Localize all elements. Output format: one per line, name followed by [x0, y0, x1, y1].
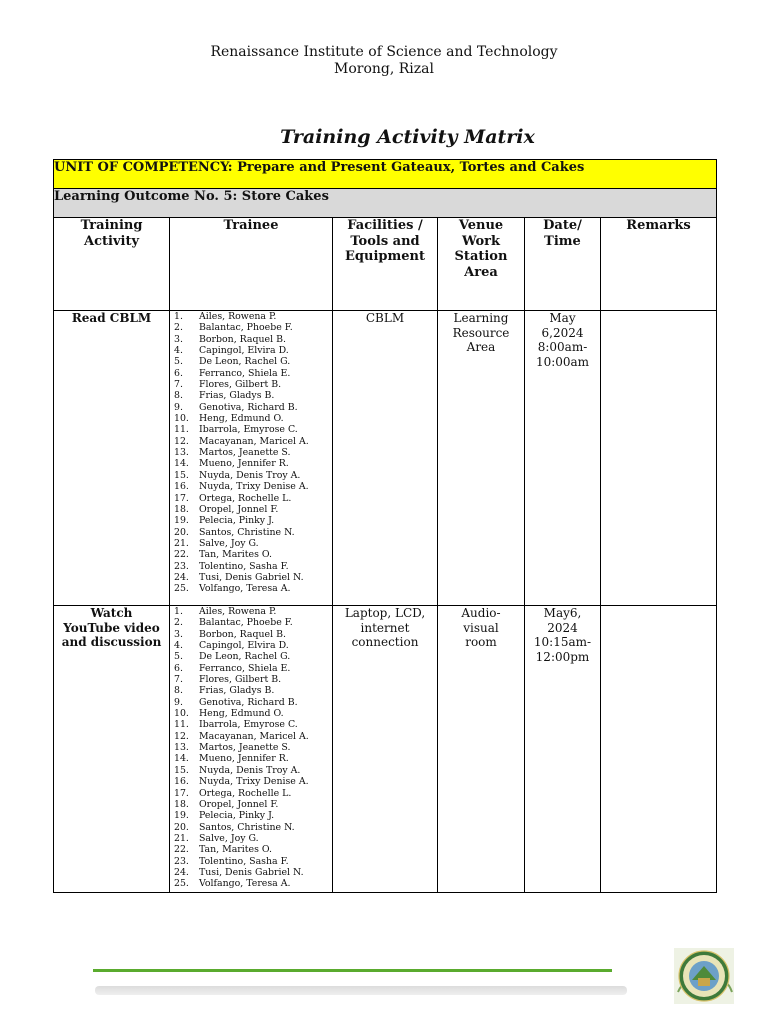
list-item: [174, 606, 332, 617]
list-item: [174, 368, 332, 379]
trainee-name: Ferranco, Shiela E.: [199, 367, 291, 379]
cell-line: 8:00am-: [537, 340, 588, 354]
list-item-number: 14.: [174, 753, 189, 765]
list-item-number: 1.: [174, 606, 183, 617]
list-item: [174, 481, 332, 492]
list-item-number: 15.: [174, 469, 189, 481]
trainee-name: De Leon, Rachel G.: [199, 356, 291, 368]
cell-line: 6,2024: [541, 325, 584, 340]
learning-outcome: Learning Outcome No. 5: Store Cakes: [54, 189, 717, 218]
list-item: [174, 493, 332, 504]
cell-line: YouTube video: [63, 620, 160, 635]
trainee-name: Macayanan, Maricel A.: [199, 730, 309, 742]
training-matrix-table: [53, 159, 717, 893]
list-item-number: 4.: [174, 345, 183, 357]
list-item-number: 8.: [174, 685, 183, 697]
list-item: [174, 424, 332, 435]
list-item: [174, 345, 332, 356]
cell-line: Laptop, LCD,: [344, 606, 426, 620]
col-head-facilities: [333, 218, 438, 311]
trainee-list: [170, 311, 332, 595]
list-item-number: 9.: [174, 696, 183, 708]
trainee-name: Nuyda, Trixy Denise A.: [199, 776, 309, 788]
list-item: [174, 390, 332, 401]
list-item: [174, 844, 332, 855]
list-item-number: 15.: [174, 764, 189, 776]
list-item-number: 21.: [174, 537, 189, 549]
list-item: [174, 436, 332, 447]
trainee-list: [170, 606, 332, 890]
list-item: [174, 878, 332, 889]
trainee-name: Pelecia, Pinky J.: [199, 515, 275, 527]
list-item: [174, 753, 332, 764]
trainee-name: Ibarrola, Emyrose C.: [199, 719, 298, 731]
list-item-number: 13.: [174, 742, 189, 754]
institution-name: Renaissance Institute of Science and Technology: [210, 44, 558, 60]
list-item-number: 16.: [174, 481, 189, 493]
venue-cell: [438, 311, 525, 606]
list-item-number: 23.: [174, 855, 189, 867]
trainee-name: Flores, Gilbert B.: [199, 674, 282, 686]
list-item: [174, 549, 332, 560]
learning-outcome-row: [54, 189, 717, 218]
trainee-name: Volfango, Teresa A.: [199, 878, 291, 890]
list-item-number: 4.: [174, 640, 183, 652]
cell-line: 12:00pm: [535, 649, 590, 664]
cell-line: Equipment: [345, 249, 425, 264]
list-item: [174, 822, 332, 833]
list-item: [174, 629, 332, 640]
trainee-name: Oropel, Jonnel F.: [199, 503, 279, 515]
trainee-name: Ortega, Rochelle L.: [199, 492, 292, 504]
list-item: [174, 833, 332, 844]
footer-shadow: [95, 986, 627, 995]
list-item-number: 2.: [174, 617, 183, 629]
school-seal-icon: [674, 948, 734, 1004]
list-item: [174, 640, 332, 651]
cell-line: room: [465, 635, 497, 649]
trainee-name: Mueno, Jennifer R.: [199, 753, 289, 765]
list-item-number: 21.: [174, 832, 189, 844]
list-item: [174, 651, 332, 662]
list-item: [174, 719, 332, 730]
list-item: [174, 527, 332, 538]
list-item-number: 3.: [174, 333, 183, 345]
list-item: [174, 504, 332, 515]
list-item: [174, 674, 332, 685]
list-item: [174, 697, 332, 708]
list-item: [174, 742, 332, 753]
cell-line: connection: [351, 635, 419, 649]
list-item-number: 5.: [174, 651, 183, 663]
list-item-number: 20.: [174, 821, 189, 833]
cell-line: Station: [454, 249, 508, 264]
trainee-name: Borbon, Raquel B.: [199, 628, 286, 640]
list-item: [174, 322, 332, 333]
cell-line: CBLM: [365, 311, 405, 325]
cell-line: Training: [80, 218, 143, 233]
trainee-name: Genotiva, Richard B.: [199, 696, 298, 708]
list-item-number: 6.: [174, 662, 183, 674]
col-head-trainee: Trainee: [170, 218, 333, 311]
col-head-date: [525, 218, 601, 311]
list-item: [174, 334, 332, 345]
list-item-number: 9.: [174, 401, 183, 413]
list-item-number: 25.: [174, 583, 189, 595]
list-item: [174, 583, 332, 594]
table-row: [54, 606, 717, 893]
column-header-row: [54, 218, 717, 311]
list-item-number: 2.: [174, 322, 183, 334]
list-item: [174, 379, 332, 390]
trainee-name: Genotiva, Richard B.: [199, 401, 298, 413]
list-item: [174, 663, 332, 674]
list-item-number: 13.: [174, 447, 189, 459]
list-item-number: 24.: [174, 866, 189, 878]
cell-line: 10:15am-: [533, 635, 592, 649]
list-item: [174, 561, 332, 572]
trainee-name: Martos, Jeanette S.: [199, 742, 291, 754]
cell-line: internet: [360, 620, 410, 635]
trainee-name: Ortega, Rochelle L.: [199, 787, 292, 799]
list-item-number: 11.: [174, 719, 189, 731]
date-cell: [525, 606, 601, 893]
remarks-cell: [601, 606, 717, 893]
list-item-number: 25.: [174, 878, 189, 890]
list-item: [174, 538, 332, 549]
trainee-name: Oropel, Jonnel F.: [199, 798, 279, 810]
cell-line: Learning: [453, 311, 509, 325]
unit-of-competency-row: [54, 160, 717, 189]
remarks-cell: [601, 311, 717, 606]
list-item-number: 23.: [174, 560, 189, 572]
list-item-number: 8.: [174, 390, 183, 402]
trainee-name: Frias, Gladys B.: [199, 685, 275, 697]
trainee-name: Borbon, Raquel B.: [199, 333, 286, 345]
trainee-name: Macayanan, Maricel A.: [199, 435, 309, 447]
cell-line: Audio-: [461, 606, 501, 620]
cell-line: 10:00am: [535, 354, 590, 369]
trainee-name: Heng, Edmund O.: [199, 413, 284, 425]
facilities-cell: [333, 311, 438, 606]
list-item: [174, 447, 332, 458]
venue-cell: [438, 606, 525, 893]
list-item-number: 22.: [174, 549, 189, 561]
cell-line: Facilities /: [347, 218, 423, 233]
list-item-number: 10.: [174, 413, 189, 425]
cell-line: Tools and: [350, 233, 420, 249]
trainee-name: Ibarrola, Emyrose C.: [199, 424, 298, 436]
list-item: [174, 685, 332, 696]
list-item-number: 16.: [174, 776, 189, 788]
cell-line: Read CBLM: [71, 311, 152, 325]
list-item: [174, 776, 332, 787]
trainee-name: De Leon, Rachel G.: [199, 651, 291, 663]
cell-line: May6,: [543, 606, 582, 620]
cell-line: Activity: [84, 233, 139, 249]
facilities-cell: [333, 606, 438, 893]
list-item: [174, 413, 332, 424]
trainee-name: Tan, Marites O.: [199, 549, 273, 561]
cell-line: Area: [464, 264, 498, 280]
list-item: [174, 856, 332, 867]
unit-of-competency: UNIT OF COMPETENCY: Prepare and Present Gateaux, Tortes and Cakes: [54, 160, 717, 189]
list-item-number: 7.: [174, 674, 183, 686]
trainee-name: Capingol, Elvira D.: [199, 640, 289, 652]
activity-cell: [54, 311, 170, 606]
list-item: [174, 572, 332, 583]
cell-line: Date/: [543, 218, 582, 233]
list-item-number: 14.: [174, 458, 189, 470]
list-item: [174, 311, 332, 322]
list-item: [174, 765, 332, 776]
list-item: [174, 810, 332, 821]
cell-line: May: [549, 311, 576, 325]
trainee-name: Mueno, Jennifer R.: [199, 458, 289, 470]
cell-line: Watch: [90, 606, 133, 620]
trainee-name: Ailes, Rowena P.: [199, 311, 277, 322]
list-item-number: 20.: [174, 526, 189, 538]
trainee-name: Salve, Joy G.: [199, 832, 259, 844]
trainee-name: Ailes, Rowena P.: [199, 606, 277, 617]
page-title: Training Activity Matrix: [280, 126, 535, 148]
trainee-name: Tusi, Denis Gabriel N.: [199, 571, 304, 583]
date-cell: [525, 311, 601, 606]
list-item-number: 7.: [174, 379, 183, 391]
list-item-number: 22.: [174, 844, 189, 856]
list-item-number: 5.: [174, 356, 183, 368]
trainee-name: Tusi, Denis Gabriel N.: [199, 866, 304, 878]
cell-line: Venue: [458, 218, 504, 233]
cell-line: and discussion: [61, 635, 162, 649]
list-item-number: 17.: [174, 787, 189, 799]
list-item-number: 1.: [174, 311, 183, 322]
trainee-name: Tolentino, Sasha F.: [199, 855, 289, 867]
list-item: [174, 356, 332, 367]
trainee-list-cell: [170, 311, 333, 606]
col-head-remarks: Remarks: [601, 218, 717, 311]
trainee-name: Martos, Jeanette S.: [199, 447, 291, 459]
list-item-number: 11.: [174, 424, 189, 436]
col-head-activity: [54, 218, 170, 311]
list-item: [174, 458, 332, 469]
footer-divider: [93, 969, 612, 972]
institution-location: Morong, Rizal: [334, 61, 434, 77]
list-item-number: 18.: [174, 503, 189, 515]
list-item: [174, 799, 332, 810]
cell-line: Resource: [452, 325, 510, 340]
list-item: [174, 402, 332, 413]
cell-line: Work: [461, 233, 501, 249]
trainee-name: Capingol, Elvira D.: [199, 345, 289, 357]
list-item: [174, 617, 332, 628]
trainee-name: Heng, Edmund O.: [199, 708, 284, 720]
list-item: [174, 867, 332, 878]
table-row: [54, 311, 717, 606]
list-item-number: 12.: [174, 435, 189, 447]
list-item-number: 19.: [174, 810, 189, 822]
cell-line: Time: [544, 233, 581, 249]
cell-line: Area: [466, 340, 496, 354]
activity-cell: [54, 606, 170, 893]
list-item-number: 6.: [174, 367, 183, 379]
trainee-list-cell: [170, 606, 333, 893]
trainee-name: Balantac, Phoebe F.: [199, 617, 293, 629]
trainee-name: Nuyda, Denis Troy A.: [199, 469, 301, 481]
list-item-number: 12.: [174, 730, 189, 742]
trainee-name: Volfango, Teresa A.: [199, 583, 291, 595]
trainee-name: Santos, Christine N.: [199, 526, 295, 538]
trainee-name: Tolentino, Sasha F.: [199, 560, 289, 572]
list-item: [174, 515, 332, 526]
trainee-name: Ferranco, Shiela E.: [199, 662, 291, 674]
list-item-number: 10.: [174, 708, 189, 720]
list-item: [174, 731, 332, 742]
list-item-number: 3.: [174, 628, 183, 640]
list-item-number: 19.: [174, 515, 189, 527]
list-item: [174, 788, 332, 799]
list-item: [174, 470, 332, 481]
col-head-venue: [438, 218, 525, 311]
trainee-name: Santos, Christine N.: [199, 821, 295, 833]
trainee-name: Frias, Gladys B.: [199, 390, 275, 402]
trainee-name: Pelecia, Pinky J.: [199, 810, 275, 822]
cell-line: 2024: [547, 620, 578, 635]
trainee-name: Salve, Joy G.: [199, 537, 259, 549]
list-item-number: 24.: [174, 571, 189, 583]
trainee-name: Nuyda, Trixy Denise A.: [199, 481, 309, 493]
list-item-number: 17.: [174, 492, 189, 504]
list-item-number: 18.: [174, 798, 189, 810]
trainee-name: Tan, Marites O.: [199, 844, 273, 856]
trainee-name: Flores, Gilbert B.: [199, 379, 282, 391]
cell-line: visual: [463, 620, 499, 635]
trainee-name: Balantac, Phoebe F.: [199, 322, 293, 334]
trainee-name: Nuyda, Denis Troy A.: [199, 764, 301, 776]
list-item: [174, 708, 332, 719]
